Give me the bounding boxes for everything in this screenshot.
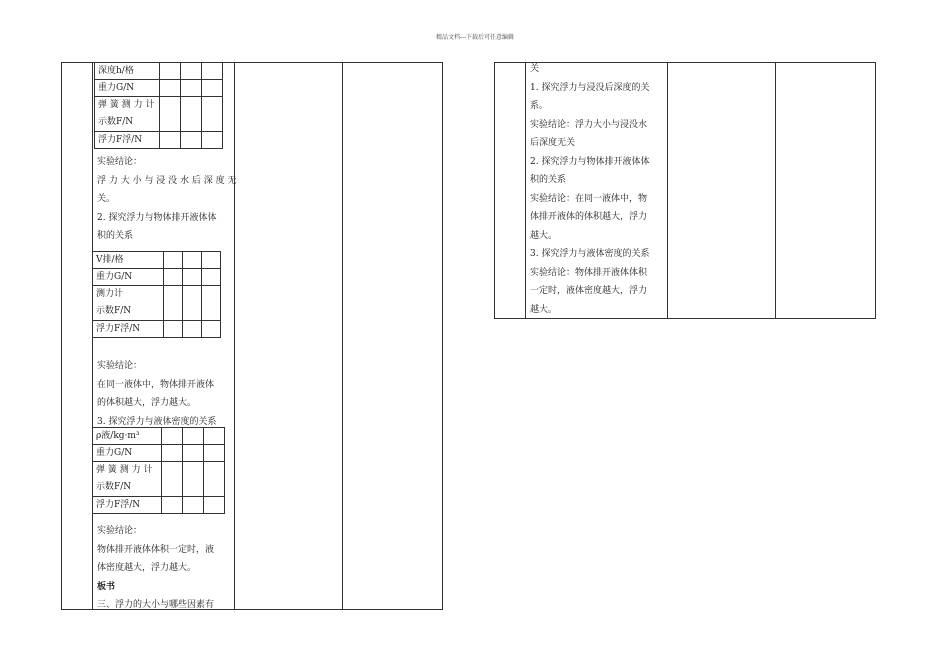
row-label-buoyancy: 浮力F浮/N: [93, 497, 162, 514]
conclusion-line: 浮 力 大 小 与 浸 没 水 后 深 度 无: [97, 175, 237, 186]
right-line: 体排开液体的体积越大，浮力: [530, 212, 648, 222]
right-line: 实验结论：在同一液体中，物: [530, 193, 648, 204]
row-label-gravity: 重力G/N: [93, 269, 164, 286]
right-line: 积的关系: [530, 175, 567, 185]
right-line: 系。: [530, 101, 549, 111]
row-label-gravity: 重力G/N: [95, 80, 160, 97]
conclusion-line: 体密度越大，浮力越大。: [97, 563, 197, 573]
section-title: 2. 探究浮力与物体排开液体体: [97, 212, 217, 223]
density-data-table: [92, 427, 225, 514]
conclusion-label: 实验结论：: [97, 157, 143, 167]
section-title: 积的关系: [97, 231, 134, 241]
conclusion-line: 关。: [97, 194, 116, 204]
right-line: 1. 探究浮力与浸没后深度的关: [530, 82, 650, 93]
row-label-gravity: 重力G/N: [93, 445, 162, 462]
left-text-block-3: [97, 522, 214, 615]
right-line: 实验结论：浮力大小与浸没水: [530, 119, 648, 130]
column-divider: [667, 63, 668, 318]
left-text-block-1: [97, 153, 236, 246]
right-line: 越大。: [530, 304, 558, 315]
row-label-buoyancy: 浮力F浮/N: [93, 321, 164, 338]
right-text-block: [530, 60, 649, 319]
row-label-spring-reading: 弹 簧 测 力 计 示数F/N: [95, 97, 160, 132]
left-text-block-2: [97, 357, 216, 431]
right-line: 越大。: [530, 230, 558, 241]
conclusion-line: 物体排开液体体积一定时，液: [97, 544, 215, 555]
right-line: 3. 探究浮力与液体密度的关系: [530, 249, 650, 259]
row-label-gauge-reading: 测力计 示数F/N: [93, 286, 164, 321]
column-divider: [342, 63, 343, 609]
row-label-depth: 深度h/格: [95, 63, 160, 80]
column-divider: [234, 63, 235, 609]
row-label-spring-reading: 弹 簧 测 力 计 示数F/N: [93, 462, 162, 497]
right-line: 实验结论：物体排开液体体积: [530, 267, 648, 278]
right-line: 一定时，液体密度越大，浮力: [530, 286, 648, 296]
row-label-density: ρ液/kg·m³: [93, 428, 162, 445]
row-label-volume: V排/格: [93, 252, 164, 269]
right-line: 关: [530, 64, 540, 74]
column-divider: [775, 63, 776, 318]
section-title: 3. 探究浮力与液体密度的关系: [97, 416, 217, 427]
page-header: 精品文档---下载后可任意编辑: [435, 34, 515, 41]
board-heading: 板书: [97, 581, 116, 592]
conclusion-line: 的体积越大，浮力越大。: [97, 398, 197, 408]
right-line: 2. 探究浮力与物体排开液体体: [530, 156, 650, 167]
right-line: 后深度无关: [530, 138, 576, 148]
column-divider: [525, 63, 526, 318]
depth-data-table: [94, 62, 223, 149]
board-line: 三、浮力的大小与哪些因素有: [97, 600, 215, 610]
conclusion-label: 实验结论：: [97, 361, 143, 371]
conclusion-label: 实验结论：: [97, 526, 143, 536]
conclusion-line: 在同一液体中，物体排开液体: [97, 379, 215, 390]
row-label-buoyancy: 浮力F浮/N: [95, 132, 160, 149]
volume-data-table: [92, 251, 221, 338]
